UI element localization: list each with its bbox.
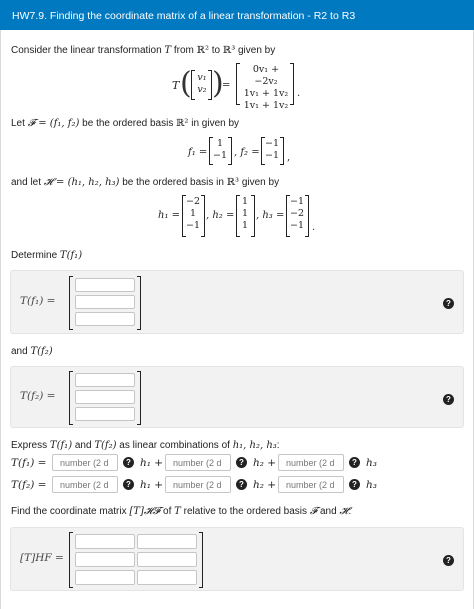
bracket-left [69,532,73,588]
bracket-right [280,137,284,165]
q3-h3-term: h₃ [366,457,377,469]
q3-row1-coef1-input[interactable]: number (2 d [52,454,118,471]
h3-label: , h₃ = [256,210,285,221]
h1-entry: 1 [189,208,197,219]
intro-part: Consider the linear transformation [11,45,165,56]
q4-prompt [11,506,351,517]
q3-h2-term: h₂ + [253,479,277,491]
q4-answer-panel [10,527,464,591]
q4-F: 𝓕 [309,506,318,517]
bracket-right [251,195,255,237]
q4-label: [T]𝐻𝐹 = [20,552,64,564]
h1-entry: −2 [185,196,200,207]
q3-row1-label: T(f₁) = [11,457,47,469]
f1-vector [212,138,228,162]
q3-part: Express [11,440,50,451]
q4-entry-3-1-input[interactable] [75,570,135,585]
q4-part: and [317,506,340,517]
q4-entry-1-1-input[interactable] [75,534,135,549]
f1-entry: −1 [212,150,227,161]
q1-entry-1-input[interactable] [75,278,135,292]
h2-label: , h₂ = [206,210,235,221]
basisH-R3: ℝ³ [226,177,240,188]
q4-entry-3-2-input[interactable] [137,570,197,585]
q3-row1-coef3-input[interactable]: number (2 d [278,454,344,471]
q4-part: : [348,506,352,517]
paren-right: ) [212,66,224,101]
intro-text [11,45,275,56]
q1-label: T(f₁) = [20,295,56,307]
h2-entry: 1 [241,220,249,231]
intro-part: to [208,45,223,56]
q4-H: 𝓗 [339,506,349,517]
q2-entry-2-input[interactable] [75,390,135,404]
q3-h3-term: h₃ [366,479,377,491]
v2: v₂ [197,84,207,95]
q3-h2-term: h₂ + [253,457,277,469]
q3-h-list: h₁, h₂, h₃ [232,440,277,451]
q3-part: : [276,440,280,451]
help-icon[interactable]: ? [443,298,454,309]
q4-part: Find the coordinate matrix [11,506,130,517]
bracket-right [228,137,232,165]
q3-prompt [11,440,280,451]
h3-vector [289,196,305,232]
q4-matrix-symbol: [T]𝓗𝓕 [129,506,161,517]
help-icon[interactable]: ? [236,457,247,468]
bracket-right [137,371,141,425]
transform-period: . [297,88,301,99]
q4-entry-1-2-input[interactable] [137,534,197,549]
result-row: 1v₁ + 1v₂ [243,88,289,99]
h2-vector [239,196,251,232]
h1-entry: −1 [185,220,200,231]
q3-row2-label: T(f₂) = [11,479,47,491]
q3-row2-coef3-input[interactable]: number (2 d [278,476,344,493]
transform-result [240,64,292,112]
bracket-right [290,63,294,105]
q2-prompt [11,346,53,357]
h3-entry: −2 [289,208,304,219]
q2-entry-1-input[interactable] [75,373,135,387]
q4-T: T [174,506,181,517]
q3-Tf1: T(f₁) [49,440,73,451]
h3-entry: −1 [289,196,304,207]
q2-part: and [11,346,31,357]
q1-Tf1: T(f₁) [59,250,83,261]
q2-answer-panel [10,366,464,428]
q3-Tf2: T(f₂) [94,440,117,451]
q4-entry-2-1-input[interactable] [75,552,135,567]
page-title: HW7.9. Finding the coordinate matrix of a linear transformation - R2 to R3 [12,10,356,22]
q4-part: of [160,506,175,517]
q3-part: and [72,440,95,451]
f1-label: f₁ = [188,147,208,158]
intro-R2: ℝ² [196,45,209,56]
q2-entry-3-input[interactable] [75,407,135,421]
h1-vector [185,196,201,232]
f2-entry: −1 [264,150,279,161]
intro-R3: ℝ³ [222,45,236,56]
help-icon[interactable]: ? [349,479,360,490]
v1: v₁ [197,72,207,83]
basisH-text [11,177,279,188]
q4-entry-2-2-input[interactable] [137,552,197,567]
bracket-right [305,195,309,237]
f2-label: , f₂ = [234,147,260,158]
q1-answer-panel [10,270,464,334]
result-row: 1v₁ + 1v₂ [243,100,289,111]
q3-part: as linear combinations of [116,440,233,451]
intro-part: from [171,45,197,56]
bracket-left [69,276,73,330]
help-icon[interactable]: ? [443,394,454,405]
basisF-comma: , [287,152,291,163]
transform-lhs: T [172,79,180,92]
q1-prompt [11,250,82,261]
h1-label: h₁ = [158,210,181,221]
basisH-part: given by [239,177,280,188]
basisF-R2: ℝ² [176,118,189,129]
f1-entry: 1 [216,138,224,149]
intro-part: given by [235,45,276,56]
q4-part: relative to the ordered basis [180,506,310,517]
help-icon[interactable]: ? [349,457,360,468]
f2-entry: −1 [264,138,279,149]
bracket-right [199,532,203,588]
help-icon[interactable]: ? [236,479,247,490]
basisF-part: Let [11,118,28,129]
result-row: 0v₁ + −2v₂ [252,64,280,87]
q3-h1-term: h₁ + [140,479,164,491]
intro-T: T [164,45,172,56]
q1-entry-3-input[interactable] [75,312,135,326]
basisH-period: . [312,222,316,233]
f2-vector [264,138,280,162]
basisF-text [11,118,239,129]
q2-label: T(f₂) = [20,390,56,402]
h2-entry: 1 [241,196,249,207]
h3-entry: −1 [289,220,304,231]
bracket-left [69,371,73,425]
page-header [0,0,474,30]
bracket-right [201,195,205,237]
q1-entry-2-input[interactable] [75,295,135,309]
help-icon[interactable]: ? [123,457,134,468]
q3-row2-coef1-input[interactable]: number (2 d [52,476,118,493]
basisF-def: 𝓕 = (f₁, f₂) [27,118,80,129]
basisH-def: 𝓗 = (h₁, h₂, h₃) [43,177,120,188]
q3-row2-coef2-input[interactable]: number (2 d [165,476,231,493]
q3-h1-term: h₁ + [140,457,164,469]
q2-Tf2: T(f₂) [30,346,53,357]
basisF-part: in given by [188,118,240,129]
help-icon[interactable]: ? [123,479,134,490]
basisH-part: and let [11,177,44,188]
paren-left: ( [180,66,192,101]
transform-equals: = [222,80,231,91]
q1-part: Determine [11,250,60,261]
h2-entry: 1 [241,208,249,219]
help-icon[interactable]: ? [443,555,454,566]
bracket-right [137,276,141,330]
q3-row1-coef2-input[interactable]: number (2 d [165,454,231,471]
basisH-part: be the ordered basis in [119,177,227,188]
basisF-part: be the ordered basis [79,118,177,129]
